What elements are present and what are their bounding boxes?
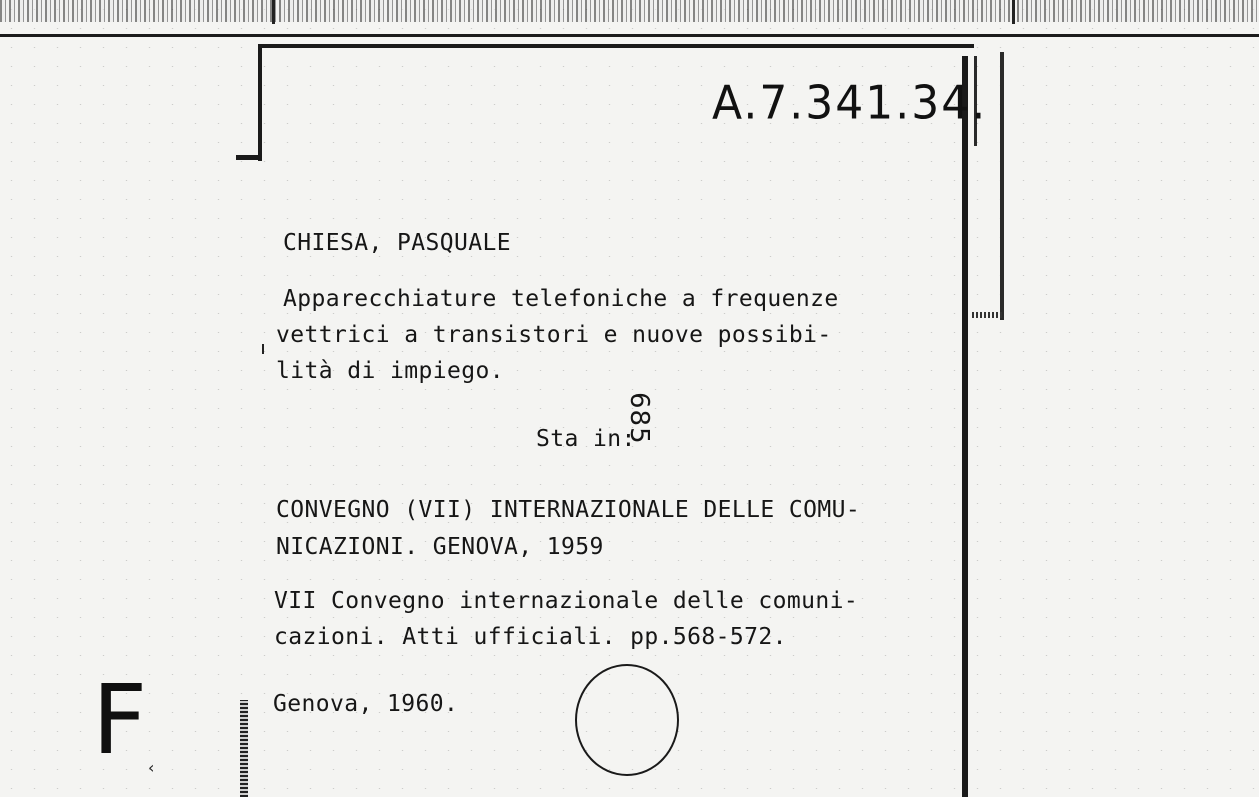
card-top-border <box>258 44 974 48</box>
strip-separator <box>1012 0 1015 24</box>
circle-stamp <box>575 664 679 776</box>
adjacent-card-edge <box>0 34 1259 37</box>
publication-line: cazioni. Atti ufficiali. pp.568-572. <box>274 624 787 650</box>
card-left-border <box>258 44 262 161</box>
left-edge-mark <box>240 700 248 797</box>
shelfmark: A.7.341.34. <box>712 76 988 131</box>
title-line: Apparecchiature telefoniche a frequenze <box>283 286 839 312</box>
back-card-foot <box>972 312 1004 318</box>
place-year: Genova, 1960. <box>273 691 459 717</box>
title-line: vettrici a transistori e nuove possibi- <box>276 322 832 348</box>
conference-line: CONVEGNO (VII) INTERNAZIONALE DELLE COMU- <box>276 497 861 523</box>
side-letter: F <box>92 664 148 776</box>
title-line: lità di impiego. <box>276 358 504 384</box>
conference-line: NICAZIONI. GENOVA, 1959 <box>276 534 604 560</box>
strip-separator <box>272 0 275 24</box>
side-mark: ‹ <box>148 758 155 777</box>
contained-in-label: Sta in: <box>536 426 636 452</box>
publication-line: VII Convegno internazionale delle comuni- <box>274 588 859 614</box>
back-card-edge <box>1000 52 1004 320</box>
author-heading: CHIESA, PASQUALE <box>283 230 511 256</box>
card-left-foot <box>236 155 262 160</box>
adjacent-card-strip <box>0 0 1259 22</box>
rotated-stamp-number: 685 <box>624 392 654 445</box>
ink-tick <box>262 344 264 354</box>
card-right-border <box>962 56 968 797</box>
